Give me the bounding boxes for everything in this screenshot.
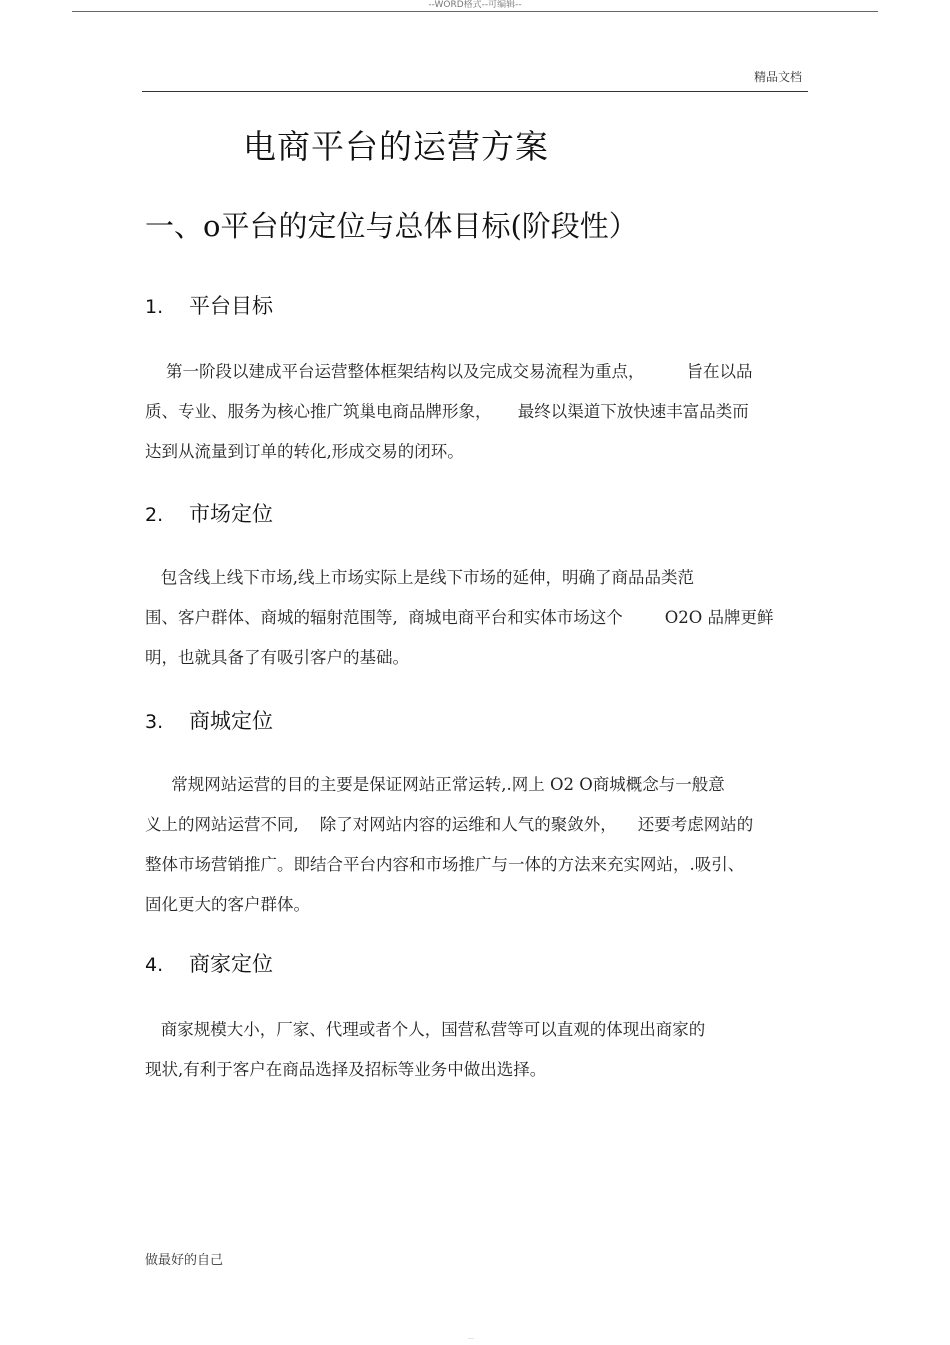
paragraph-line: 明，也就具备了有吸引客户的基础。 [145, 648, 409, 667]
header-label: 精品文档 [753, 70, 802, 84]
subsection-heading-2 [145, 500, 273, 529]
paragraph-line: 常规网站运营的目的主要是保证网站正常运转,.网上 O2 O商城概念与一般意 [145, 775, 725, 794]
top-banner-text: --WORD格式--可编辑-- [428, 0, 522, 10]
header-rule [142, 91, 808, 92]
document-title: 电商平台的运营方案 [243, 127, 549, 166]
subsection-heading-4 [145, 950, 273, 979]
subsection-heading-3 [145, 707, 273, 736]
subsection-title: 商城定位 [189, 709, 273, 733]
subsection-title: 市场定位 [189, 502, 273, 526]
paragraph-line: 商家规模大小，厂家、代理或者个人，国营私营等可以直观的体现出商家的 [145, 1020, 706, 1039]
paragraph-line: 义上的网站运营不同, 除了对网站内容的运维和人气的聚敛外， 还要考虑网站的 [145, 815, 754, 834]
paragraph-2 [145, 558, 809, 678]
subsection-number: 4. [145, 954, 164, 976]
subsection-number: 3. [145, 711, 164, 733]
section-heading: 一、o平台的定位与总体目标(阶段性） [145, 209, 638, 243]
paragraph-line: 围、客户群体、商城的辐射范围等, 商城电商平台和实体市场这个 O2O 品牌更鲜 [145, 608, 774, 627]
paragraph-1 [145, 352, 809, 472]
subsection-title: 商家定位 [189, 952, 273, 976]
paragraph-line: 达到从流量到订单的转化,形成交易的闭环。 [145, 442, 464, 461]
page-mark: --- [468, 1335, 475, 1342]
paragraph-line: 固化更大的客户群体。 [145, 895, 310, 914]
paragraph-line: 质、专业、服务为核心推广筑巢电商品牌形象， 最终以渠道下放快速丰富品类而 [145, 402, 749, 421]
top-banner-rule [72, 11, 878, 12]
paragraph-line: 包含线上线下市场,线上市场实际上是线下市场的延伸，明确了商品品类范 [145, 568, 694, 587]
paragraph-3 [145, 765, 809, 925]
paragraph-4 [145, 1010, 809, 1090]
paragraph-line: 整体市场营销推广。即结合平台内容和市场推广与一体的方法来充实网站，.吸引、 [145, 855, 745, 874]
subsection-number: 2. [145, 504, 164, 526]
subsection-title: 平台目标 [189, 294, 273, 318]
subsection-heading-1 [145, 292, 273, 321]
top-banner [0, 0, 950, 10]
footer-label: 做最好的自己 [145, 1253, 224, 1268]
paragraph-line: 第一阶段以建成平台运营整体框架结构以及完成交易流程为重点， 旨在以品 [145, 362, 753, 381]
paragraph-line: 现状,有利于客户在商品选择及招标等业务中做出选择。 [145, 1060, 547, 1079]
subsection-number: 1. [145, 296, 164, 318]
